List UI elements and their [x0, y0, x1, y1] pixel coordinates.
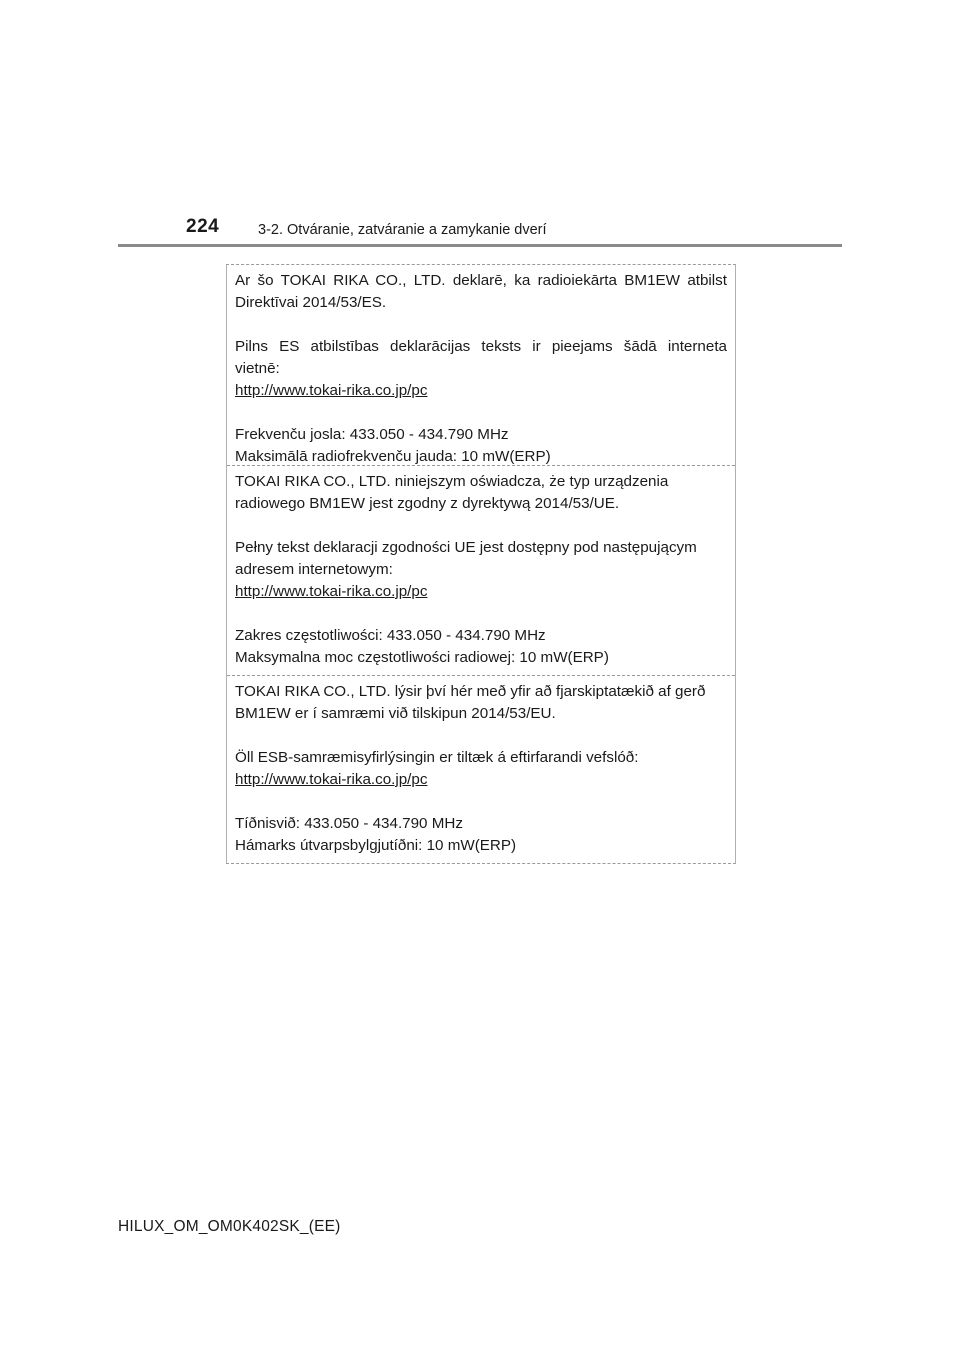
fulltext-line: adresem internetowym: [235, 561, 393, 578]
statement-line: BM1EW er í samræmi við tilskipun 2014/53/EU. [235, 705, 556, 722]
page-number: 224 [186, 216, 220, 237]
max-power: Maksymalna moc częstotliwości radiowej: 10 mW(ERP) [235, 649, 609, 666]
frequency-band: Frekvenču josla: 433.050 - 434.790 MHz [235, 426, 509, 443]
statement-line: TOKAI RIKA CO., LTD. niniejszym oświadcza, że typ urządzenia [235, 473, 669, 490]
max-power: Maksimālā radiofrekvenču jauda: 10 mW(ERP) [235, 448, 551, 465]
declaration-polish [227, 465, 735, 675]
section-title: 3-2. Otváranie, zatváranie a zamykanie dverí [258, 222, 547, 238]
declaration-icelandic [227, 675, 735, 863]
document-code: HILUX_OM_OM0K402SK_(EE) [118, 1218, 341, 1235]
statement-line: TOKAI RIKA CO., LTD. lýsir því hér með yfir að fjarskiptatækið af gerð [235, 683, 706, 700]
fulltext-line: Pełny tekst deklaracji zgodności UE jest dostępny pod następującym [235, 539, 697, 556]
page-header [0, 0, 960, 250]
frequency-band: Tíðnisvið: 433.050 - 434.790 MHz [235, 815, 463, 832]
header-divider [118, 244, 842, 247]
statement-line: radiowego BM1EW jest zgodny z dyrektywą 2014/53/UE. [235, 495, 620, 512]
frequency-band: Zakres częstotliwości: 433.050 - 434.790 MHz [235, 627, 546, 644]
max-power: Hámarks útvarpsbylgjutíðni: 10 mW(ERP) [235, 837, 517, 854]
fulltext-line: Pilns ES atbilstības deklarācijas teksts ir pieejams šādā interneta [235, 338, 727, 355]
fulltext-line: Öll ESB-samræmisyfirlýsingin er tiltæk á eftirfarandi vefslóð: [235, 749, 639, 766]
declaration-url-link[interactable]: http://www.tokai-rika.co.jp/pc [235, 382, 428, 399]
declaration-latvian [227, 265, 735, 465]
statement-line: Ar šo TOKAI RIKA CO., LTD. deklarē, ka radioiekārta BM1EW atbilst [235, 272, 727, 289]
declaration-url-link[interactable]: http://www.tokai-rika.co.jp/pc [235, 771, 428, 788]
statement-line: Direktīvai 2014/53/ES. [235, 294, 387, 311]
declaration-url-link[interactable]: http://www.tokai-rika.co.jp/pc [235, 583, 428, 600]
declaration-box [226, 264, 736, 864]
fulltext-line: vietnē: [235, 360, 280, 377]
